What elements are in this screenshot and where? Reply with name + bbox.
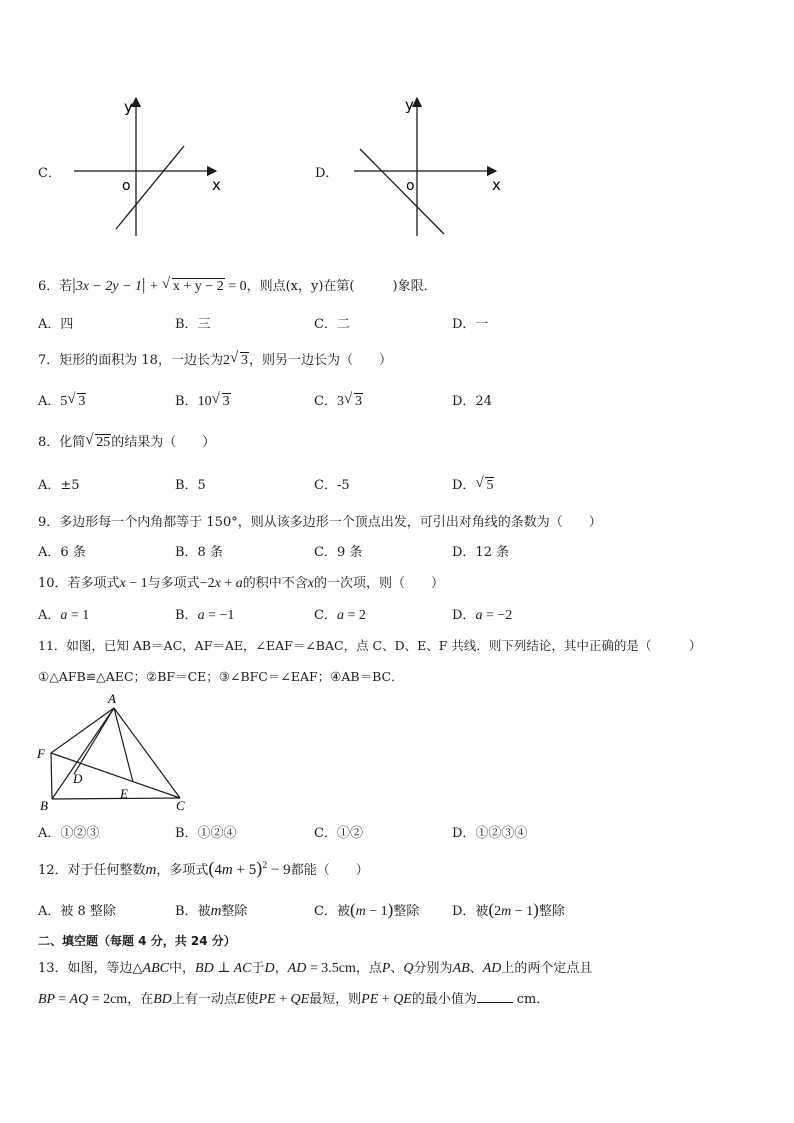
x-axis-label: x bbox=[492, 176, 501, 194]
q7-option-c[interactable]: C．3√ 3 bbox=[314, 390, 363, 410]
q6-option-c[interactable]: C．二 bbox=[314, 317, 350, 332]
answer-blank[interactable] bbox=[477, 990, 513, 1003]
q6-expression: |3x − 2y − 1| + √ x + y − 2 = 0 bbox=[72, 279, 246, 294]
vertex-b-label: B bbox=[40, 798, 48, 813]
q11-option-a[interactable]: A．①②③ bbox=[38, 826, 100, 841]
q6-option-a[interactable]: A．四 bbox=[38, 317, 74, 332]
q6-close: )象限． bbox=[392, 279, 437, 294]
point-e-label: E bbox=[120, 786, 128, 801]
vertex-f-label: F bbox=[37, 746, 45, 761]
q8-option-c[interactable]: C．-5 bbox=[314, 478, 350, 493]
q6-option-d[interactable]: D．一 bbox=[452, 317, 489, 332]
option-d-label: D． bbox=[315, 166, 339, 181]
question-10: 10．若多项式x − 1与多项式−2x + a的积中不含x的一次项，则（ ） bbox=[38, 576, 444, 591]
q6-point-text: ，则点(x，y)在第( bbox=[246, 279, 355, 294]
section-2-heading: 二、填空题（每题 4 分，共 24 分） bbox=[38, 934, 236, 948]
q8-option-b[interactable]: B．5 bbox=[175, 478, 206, 493]
x-axis-label: x bbox=[212, 176, 221, 194]
q11-option-d[interactable]: D．①②③④ bbox=[452, 826, 528, 841]
question-13-line-2: BP = AQ = 2cm，在BD上有一动点E使PE + QE最短，则PE + QE的最小值为 cm． bbox=[38, 992, 550, 1007]
q7-stem: 7．矩形的面积为 18，一边长为 bbox=[38, 353, 223, 368]
q9-option-a[interactable]: A．6 条 bbox=[38, 545, 86, 560]
q8-radical: √ 25 bbox=[85, 435, 111, 450]
q11-conclusions: ①△AFB≌△AEC；②BF＝CE；③∠BFC＝∠EAF；④AB＝BC． bbox=[38, 669, 404, 684]
q12-option-a[interactable]: A．被 8 整除 bbox=[38, 904, 116, 919]
question-6 bbox=[38, 275, 437, 295]
point-d-label: D bbox=[73, 771, 83, 786]
q9-option-d[interactable]: D．12 条 bbox=[452, 545, 510, 560]
origin-label: o bbox=[406, 178, 415, 194]
q11-option-c[interactable]: C．①② bbox=[314, 826, 363, 841]
q8-stem: 8．化简 bbox=[38, 435, 86, 450]
question-7 bbox=[38, 349, 392, 369]
q8-stem-end: 的结果为（ ） bbox=[111, 435, 216, 450]
graph-option-c bbox=[70, 92, 230, 242]
q7-option-a[interactable]: A．5√ 3 bbox=[38, 390, 86, 410]
vertex-a-label: A bbox=[108, 691, 116, 706]
q12-option-d[interactable]: D．被(2m − 1)整除 bbox=[452, 900, 565, 919]
question-11: 11．如图，已知 AB＝AC，AF＝AE，∠EAF＝∠BAC，点 C、D、E、F 共线．则下列结论，其中正确的是（ ） bbox=[38, 638, 702, 653]
q10-option-d[interactable]: D．a = −2 bbox=[452, 608, 513, 623]
line-graph bbox=[360, 149, 444, 234]
y-axis-label: y bbox=[124, 98, 133, 116]
q7-option-b[interactable]: B．10√ 3 bbox=[175, 390, 231, 410]
q7-option-d[interactable]: D．24 bbox=[452, 394, 492, 409]
q10-option-c[interactable]: C．a = 2 bbox=[314, 608, 366, 623]
graph-option-d bbox=[350, 92, 510, 242]
q7-stem-end: ，则另一边长为（ ） bbox=[248, 353, 392, 368]
y-axis-label: y bbox=[405, 96, 414, 114]
q11-option-b[interactable]: B．①②④ bbox=[175, 826, 237, 841]
question-12: 12．对于任何整数m，多项式$(4m + 5)^2 - 9$都能（ ） bbox=[38, 858, 369, 878]
option-c-label: C． bbox=[38, 166, 61, 181]
q11-triangle-figure bbox=[34, 690, 204, 815]
q12-option-b[interactable]: B．被m整除 bbox=[175, 903, 248, 919]
q7-side-length: 2√ 3 bbox=[223, 353, 249, 368]
q6-number: 6．若 bbox=[38, 279, 73, 294]
origin-label: o bbox=[122, 178, 131, 194]
q10-option-a[interactable]: A．a = 1 bbox=[38, 608, 90, 623]
q12-option-c[interactable]: C．被(m − 1)整除 bbox=[314, 900, 420, 919]
q9-option-c[interactable]: C．9 条 bbox=[314, 545, 363, 560]
question-8 bbox=[38, 431, 215, 451]
question-13-line-1: 13．如图，等边△ABC中，BD ⊥ AC于D，AD = 3.5cm，点P、Q分别为AB、AD上的两个定点且 bbox=[38, 961, 593, 976]
q6-option-b[interactable]: B．三 bbox=[175, 317, 211, 332]
question-9: 9．多边形每一个内角都等于 150°，则从该多边形一个顶点出发，可引出对角线的条数为（ ） bbox=[38, 515, 602, 530]
q9-option-b[interactable]: B．8 条 bbox=[175, 545, 223, 560]
q8-option-a[interactable]: A．±5 bbox=[38, 478, 80, 493]
q8-option-d[interactable]: D．√ 5 bbox=[452, 474, 494, 494]
vertex-c-label: C bbox=[176, 798, 185, 813]
q10-option-b[interactable]: B．a = −1 bbox=[175, 608, 235, 623]
